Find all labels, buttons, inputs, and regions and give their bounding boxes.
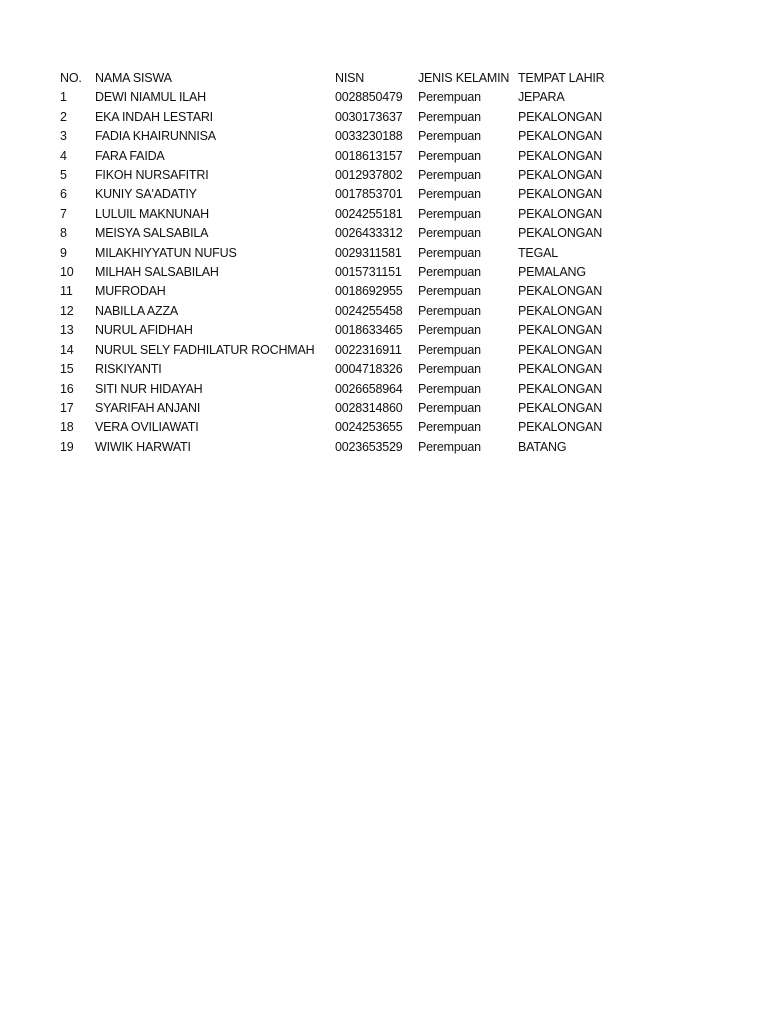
student-gender: Perempuan [418, 323, 481, 338]
row-number: 19 [60, 439, 74, 454]
student-gender: Perempuan [418, 109, 481, 124]
student-gender: Perempuan [418, 420, 481, 435]
header-no: NO. [60, 71, 82, 85]
table-row [60, 418, 628, 437]
student-name: NURUL AFIDHAH [95, 323, 193, 338]
student-nisn: 0026433312 [335, 226, 403, 241]
student-name: MEISYA SALSABILA [95, 226, 209, 241]
student-name: RISKIYANTI [95, 362, 162, 377]
student-name: FARA FAIDA [95, 148, 165, 163]
student-name: VERA OVILIAWATI [95, 420, 199, 435]
row-number: 14 [60, 342, 74, 357]
row-number: 17 [60, 400, 74, 415]
student-birthplace: PEKALONGAN [518, 226, 603, 241]
student-gender: Perempuan [418, 168, 481, 183]
student-nisn: 0012937802 [335, 168, 403, 183]
row-number: 10 [60, 265, 74, 280]
student-birthplace: PEKALONGAN [518, 284, 603, 299]
student-birthplace: PEKALONGAN [518, 362, 603, 377]
student-birthplace: TEGAL [518, 245, 558, 260]
student-name: MILAKHIYYATUN NUFUS [95, 245, 237, 260]
student-gender: Perempuan [418, 245, 481, 260]
row-number: 7 [60, 206, 67, 221]
student-name: FADIA KHAIRUNNISA [95, 129, 216, 144]
student-name: WIWIK HARWATI [95, 439, 191, 454]
student-gender: Perempuan [418, 284, 481, 299]
student-gender: Perempuan [418, 342, 481, 357]
student-gender: Perempuan [418, 400, 481, 415]
student-gender: Perempuan [418, 303, 481, 318]
table-row [60, 399, 628, 418]
table-row [60, 205, 628, 224]
student-name: NURUL SELY FADHILATUR ROCHMAH [95, 342, 315, 357]
table-row [60, 438, 628, 457]
student-name: SYARIFAH ANJANI [95, 400, 201, 415]
student-birthplace: PEKALONGAN [518, 420, 603, 435]
student-gender: Perempuan [418, 381, 481, 396]
student-name: MUFRODAH [95, 284, 166, 299]
table-row [60, 380, 628, 399]
student-nisn: 0024255181 [335, 206, 403, 221]
student-gender: Perempuan [418, 265, 481, 280]
table-row [60, 282, 628, 301]
student-nisn: 0028314860 [335, 400, 403, 415]
student-nisn: 0018613157 [335, 148, 403, 163]
table-row [60, 166, 628, 185]
student-nisn: 0017853701 [335, 187, 403, 202]
table-row [60, 360, 628, 379]
student-nisn: 0024253655 [335, 420, 403, 435]
student-birthplace: PEKALONGAN [518, 206, 603, 221]
student-birthplace: PEKALONGAN [518, 303, 603, 318]
student-nisn: 0015731151 [335, 265, 402, 280]
student-birthplace: PEKALONGAN [518, 400, 603, 415]
student-gender: Perempuan [418, 362, 481, 377]
row-number: 2 [60, 109, 67, 124]
table-row [60, 302, 628, 321]
student-name: NABILLA AZZA [95, 303, 179, 318]
student-name: SITI NUR HIDAYAH [95, 381, 203, 396]
header-nama-siswa: NAMA SISWA [95, 71, 172, 85]
student-birthplace: PEKALONGAN [518, 323, 603, 338]
student-nisn: 0004718326 [335, 362, 403, 377]
student-birthplace: PEKALONGAN [518, 109, 603, 124]
row-number: 11 [60, 284, 73, 299]
row-number: 4 [60, 148, 67, 163]
student-name: DEWI NIAMUL ILAH [95, 90, 206, 105]
student-gender: Perempuan [418, 148, 481, 163]
student-gender: Perempuan [418, 187, 481, 202]
student-nisn: 0030173637 [335, 109, 403, 124]
student-name: MILHAH SALSABILAH [95, 265, 219, 280]
student-nisn: 0023653529 [335, 439, 403, 454]
student-birthplace: PEKALONGAN [518, 342, 603, 357]
table-row [60, 147, 628, 166]
table-body [60, 88, 628, 457]
student-nisn: 0018633465 [335, 323, 403, 338]
table-row [60, 341, 628, 360]
student-birthplace: PEKALONGAN [518, 187, 603, 202]
row-number: 18 [60, 420, 74, 435]
student-name: LULUIL MAKNUNAH [95, 206, 209, 221]
header-jenis-kelamin: JENIS KELAMIN [418, 71, 510, 85]
student-gender: Perempuan [418, 206, 481, 221]
student-nisn: 0018692955 [335, 284, 403, 299]
student-nisn: 0026658964 [335, 381, 403, 396]
row-number: 15 [60, 362, 74, 377]
student-birthplace: BATANG [518, 439, 567, 454]
student-nisn: 0033230188 [335, 129, 403, 144]
table-row [60, 88, 628, 107]
table-header-row [60, 69, 628, 88]
row-number: 16 [60, 381, 74, 396]
row-number: 1 [60, 90, 67, 105]
student-gender: Perempuan [418, 129, 481, 144]
table-row [60, 321, 628, 340]
student-name: EKA INDAH LESTARI [95, 109, 213, 124]
row-number: 9 [60, 245, 67, 260]
table-row [60, 185, 628, 204]
student-birthplace: JEPARA [518, 90, 565, 105]
student-birthplace: PEKALONGAN [518, 129, 603, 144]
table-row [60, 224, 628, 243]
row-number: 8 [60, 226, 67, 241]
row-number: 5 [60, 168, 67, 183]
student-gender: Perempuan [418, 90, 481, 105]
student-gender: Perempuan [418, 439, 481, 454]
student-birthplace: PEKALONGAN [518, 148, 603, 163]
row-number: 13 [60, 323, 74, 338]
student-birthplace: PEKALONGAN [518, 168, 603, 183]
student-nisn: 0028850479 [335, 90, 403, 105]
table-row [60, 263, 628, 282]
header-tempat-lahir: TEMPAT LAHIR [518, 71, 605, 85]
student-nisn: 0022316911 [335, 342, 402, 357]
table-row [60, 127, 628, 146]
row-number: 6 [60, 187, 67, 202]
table-row [60, 244, 628, 263]
student-birthplace: PEMALANG [518, 265, 586, 280]
student-name: FIKOH NURSAFITRI [95, 168, 209, 183]
row-number: 12 [60, 303, 74, 318]
student-name: KUNIY SA'ADATIY [95, 187, 197, 202]
row-number: 3 [60, 129, 67, 144]
student-gender: Perempuan [418, 226, 481, 241]
student-birthplace: PEKALONGAN [518, 381, 603, 396]
table-row [60, 108, 628, 127]
header-nisn: NISN [335, 71, 365, 85]
student-nisn: 0024255458 [335, 303, 403, 318]
student-table [60, 69, 628, 457]
student-nisn: 0029311581 [335, 245, 402, 260]
